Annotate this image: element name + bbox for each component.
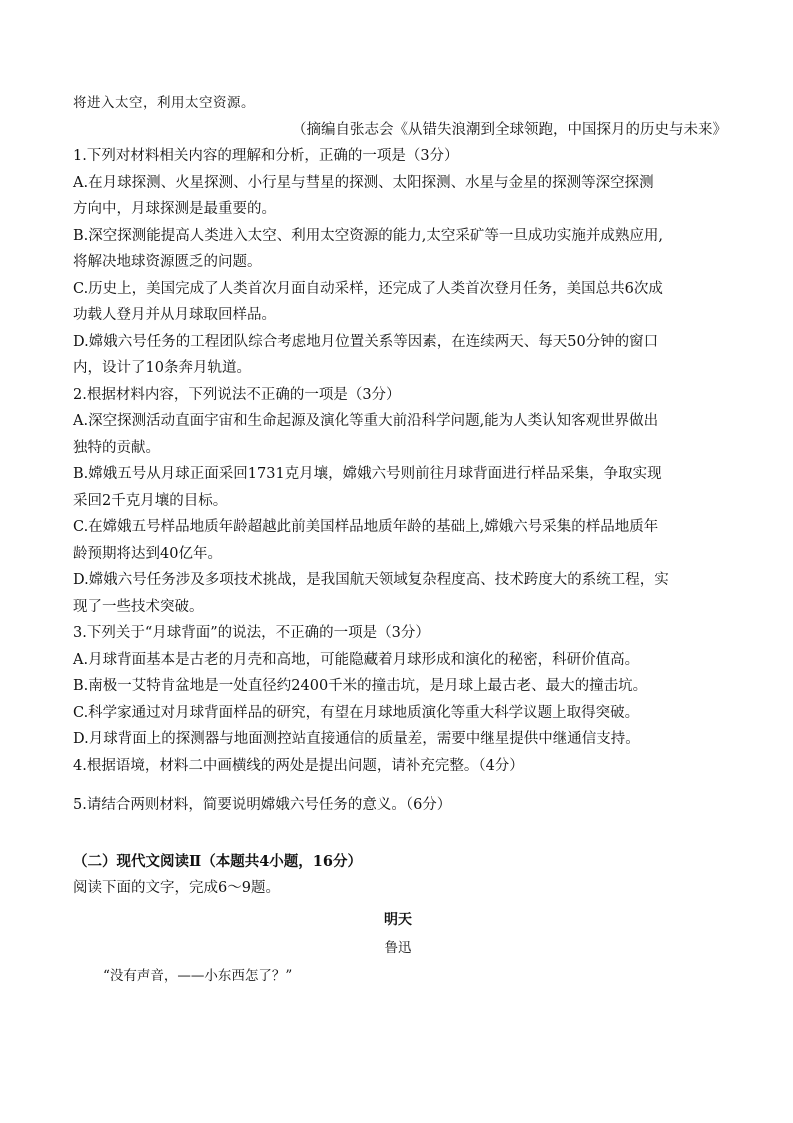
answer-space: [73, 819, 723, 849]
option-a-cont: 方向中，月球探测是最重要的。: [73, 201, 276, 217]
option-d-cont: 现了一些技术突破。: [73, 598, 204, 615]
question-2: [73, 382, 723, 621]
option-a: A.在月球探测、火星探测、小行星与彗星的探测、太阳探测、水星与金星的探测等深空探测: [73, 174, 654, 191]
question-1: [73, 143, 723, 382]
option-b: B.嫦娥五号从月球正面采回1731克月壤，嫦娥六号则前往月球背面进行样品采集，争取实现: [73, 466, 662, 482]
option-d: D.月球背面上的探测器与地面测控站直接通信的质量差，需要中继星提供中继通信支持。: [73, 731, 640, 747]
question-5: 5.请结合两则材料，简要说明嫦娥六号任务的意义。（6分）: [73, 797, 452, 813]
option-c: C.历史上，美国完成了人类首次月面自动采样，还完成了人类首次登月任务，美国总共6次成: [73, 280, 663, 297]
option-b-cont: 采回2千克月壤的目标。: [73, 492, 228, 509]
option-d: D.嫦娥六号任务的工程团队综合考虑地月位置关系等因素，在连续两天、每天50分钟的窗口: [73, 333, 659, 350]
option-c-cont: 龄预期将达到40亿年。: [73, 545, 222, 562]
option-a-cont: 独特的贡献。: [73, 439, 160, 456]
section-instruction: 阅读下面的文字，完成6～9题。: [73, 880, 280, 896]
text-title: 明天: [384, 911, 412, 928]
text-author: 鲁迅: [384, 939, 412, 956]
option-c: C.在嫦娥五号样品地质年龄超越此前美国样品地质年龄的基础上,嫦娥六号采集的样品地质年: [73, 519, 659, 535]
option-d-cont: 内，设计了10条奔月轨道。: [73, 360, 251, 376]
option-c: C.科学家通过对月球背面样品的研究，有望在月球地质演化等重大科学议题上取得突破。: [73, 704, 640, 721]
passage-end-line: 将进入太空，利用太空资源。: [73, 95, 255, 111]
option-d: D.嫦娥六号任务涉及多项技术挑战，是我国航天领域复杂程度高、技术跨度大的系统工程，实: [73, 572, 669, 588]
question-stem: 1.下列对材料相关内容的理解和分析，正确的一项是（3分）: [73, 148, 459, 164]
question-4: 4.根据语境，材料二中画横线的两处是提出问题，请补充完整。（4分）: [73, 757, 524, 774]
option-c-cont: 功载人登月并从月球取回样品。: [73, 307, 276, 323]
option-b: B.南极一艾特肯盆地是一处直径约2400千米的撞击坑，是月球上最古老、最大的撞击坑。: [73, 678, 648, 694]
text-first-line: “没有声音，——小东西怎了？”: [103, 967, 293, 984]
exam-page: [73, 90, 727, 990]
question-stem: 2.根据材料内容，下列说法不正确的一项是（3分）: [73, 386, 401, 403]
option-b: B.深空探测能提高人类进入太空、利用太空资源的能力,太空采矿等一旦成功实施并成熟应用,: [73, 227, 663, 244]
answer-space: [73, 779, 723, 792]
source-citation: （摘编自张志会《从错失浪潮到全球领跑，中国探月的历史与未来》: [292, 121, 727, 138]
question-stem: 3.下列关于“月球背面”的说法，不正确的一项是（3分）: [73, 625, 430, 641]
option-a: A.深空探测活动直面宇宙和生命起源及演化等重大前沿科学问题,能为人类认知客观世界做出: [73, 413, 659, 429]
option-b-cont: 将解决地球资源匮乏的问题。: [73, 254, 262, 270]
option-a: A.月球背面基本是古老的月壳和高地，可能隐藏着月球形成和演化的秘密，科研价值高。: [73, 651, 640, 668]
section-heading: （二）现代文阅读Ⅱ（本题共4小题，16分）: [73, 852, 362, 870]
question-3: [73, 620, 723, 753]
